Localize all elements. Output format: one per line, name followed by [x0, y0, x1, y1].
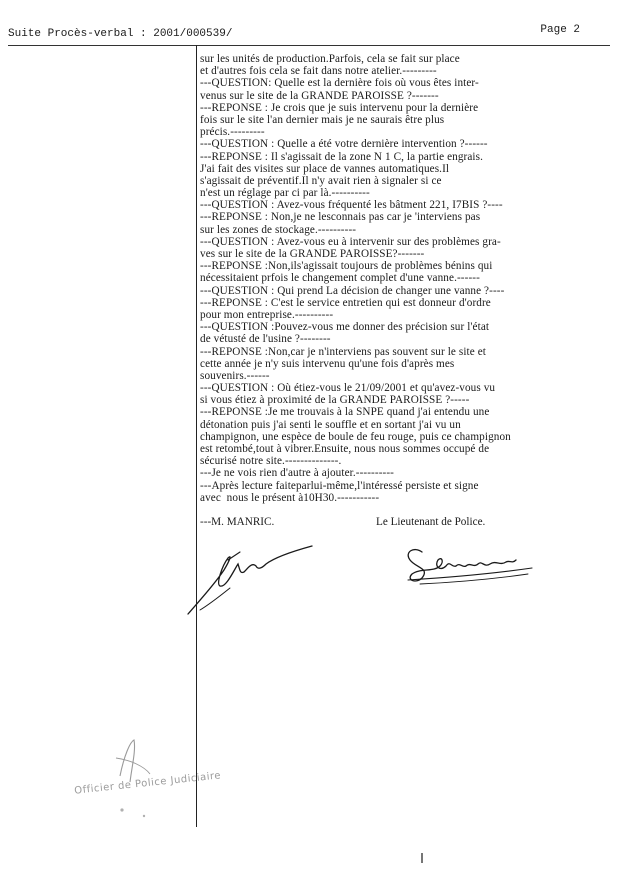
official-stamp [60, 736, 240, 826]
statement-line: ---REPONSE :Non,ils'agissait toujours de problèmes bénins qui [200, 260, 493, 273]
statement-line: fois sur le site l'an dernier mais je ne saurais être plus [200, 113, 445, 126]
statement-line: nécessitaient prfois le changement complet d'une vanne.------ [200, 272, 480, 285]
officer-title: Le Lieutenant de Police. [376, 516, 486, 528]
statement-line: sur les unités de production.Parfois, cela se fait sur place [200, 53, 460, 65]
statement-line: sur les zones de stockage.---------- [200, 223, 357, 236]
statement-line: ---REPONSE : C'est le service entretien qui est donneur d'ordre [200, 296, 491, 309]
statement-line: ---QUESTION :Pouvez-vous me donner des précision sur l'état [200, 321, 490, 334]
statement-line: ---QUESTION : Avez-vous fréquenté les bâtment 221, I7BIS ?---- [200, 199, 503, 212]
statement-line: est retombé,tout à vibrer.Ensuite, nous nous sommes occupé de [200, 443, 490, 455]
statement-line: ---REPONSE : Il s'agissait de la zone N 1 C, la partie engrais. [200, 150, 483, 163]
statement-line: ---Après lecture faiteparlui-même,l'intéressé persiste et signe [200, 479, 479, 492]
statement-line: champignon, une espèce de boule de feu rouge, puis ce champignon [200, 430, 511, 443]
statement-line: et d'autres fois cela se fait dans notre atelier.--------- [200, 65, 437, 78]
page-header [8, 24, 580, 44]
statement-line: sécurisé notre site.--------------. [200, 455, 342, 468]
statement-line: détonation puis j'ai senti le souffle et en sortant j'ai vu un [200, 418, 461, 431]
page-number: Page 2 [540, 24, 580, 36]
statement-line: ---REPONSE :Non,car je n'interviens pas souvent sur le site et [200, 345, 486, 358]
statement-line: avec nous le présent à10H30.----------- [200, 491, 380, 504]
statement-line: pour mon entreprise.---------- [200, 308, 334, 321]
header-divider [8, 45, 610, 46]
statement-line: cette année je n'y suis intervenu qu'une fois d'après mes [200, 357, 455, 370]
statement-line: n'est un réglage par ci par là.---------- [200, 187, 370, 200]
stamp-text: Officier de Police Judiciaire [73, 770, 222, 797]
statement-line: ---QUESTION: Quelle est la dernière fois où vous êtes inter- [200, 77, 479, 90]
statement-line: précis.--------- [200, 126, 265, 139]
statement-line: souvenirs.------ [200, 369, 270, 382]
statement-line: ---QUESTION : Quelle a été votre dernière intervention ?------ [200, 138, 488, 151]
officer-signature [400, 538, 540, 588]
statement-line: de vétusté de l'usine ?-------- [200, 333, 331, 346]
page-tick-mark [420, 852, 424, 864]
statement-line: ---QUESTION : Qui prend La décision de changer une vanne ?---- [200, 284, 505, 297]
statement-line: ---Je ne vois rien d'autre à ajouter.---------- [200, 467, 395, 480]
statement-line: si vous étiez à proximité de la GRANDE PAROISSE ?----- [200, 394, 470, 407]
statement-line: ---REPONSE : Je crois que je suis intervenu pour la dernière [200, 101, 479, 114]
witness-signature [180, 530, 320, 620]
statement-line: ---REPONSE :Je me trouvais à la SNPE quand j'ai entendu une [200, 406, 490, 419]
statement-line: ---REPONSE : Non,je ne lesconnais pas car je 'interviens pas [200, 211, 481, 224]
margin-divider [196, 45, 197, 827]
statement-body [200, 53, 604, 504]
statement-line: ---QUESTION : Avez-vous eu à intervenir sur des problèmes gra- [200, 235, 501, 248]
document-reference: Suite Procès-verbal : 2001/000539/ [8, 28, 233, 40]
statement-line: ves sur le site de la GRANDE PAROISSE?------- [200, 248, 425, 260]
statement-line: venus sur le site de la GRANDE PAROISSE ?------- [200, 89, 439, 102]
witness-name: ---M. MANRIC. [200, 516, 275, 528]
statement-line: s'agissait de préventif.Il n'y avait rien à signaler si ce [200, 174, 442, 187]
statement-line: ---QUESTION : Où étiez-vous le 21/09/2001 et qu'avez-vous vu [200, 382, 496, 395]
statement-line: J'ai fait des visites sur place de vannes automatiques.Il [200, 162, 450, 175]
